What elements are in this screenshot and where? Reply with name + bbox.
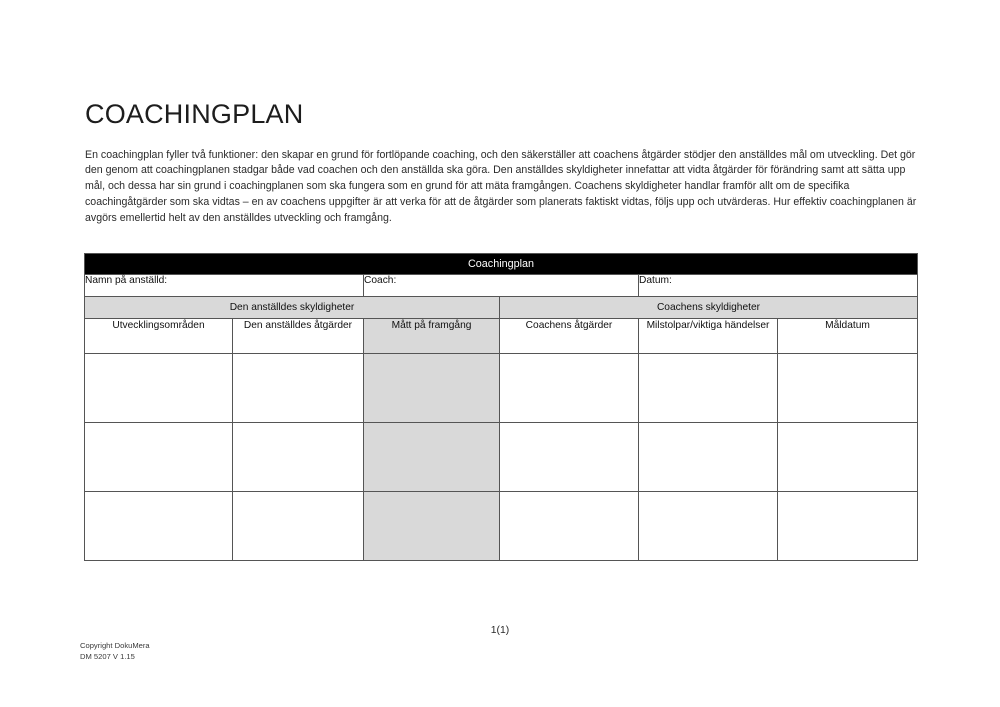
table-banner-row [85,254,918,275]
coaching-plan-table [84,253,918,561]
cell-maldatum[interactable] [778,492,918,561]
column-header-matt-pa-framgang: Mått på framgång [364,319,500,354]
cell-maldatum[interactable] [778,354,918,423]
table-row [85,354,918,423]
cell-den-anstalldes-atgarder[interactable] [233,423,364,492]
field-coach[interactable]: Coach: [364,275,639,297]
page-number: 1(1) [490,625,510,636]
table-section-row [85,297,918,319]
cell-den-anstalldes-atgarder[interactable] [233,492,364,561]
page-title: COACHINGPLAN [85,99,304,130]
section-header-coach: Coachens skyldigheter [500,297,918,319]
cell-milstolpar-viktiga-handelser[interactable] [639,354,778,423]
cell-milstolpar-viktiga-handelser[interactable] [639,423,778,492]
cell-coachens-atgarder[interactable] [500,354,639,423]
cell-matt-pa-framgang[interactable] [364,492,500,561]
table-row [85,423,918,492]
footer-copyright: Copyright DokuMera [80,641,150,650]
column-header-milstolpar-viktiga-handelser: Milstolpar/viktiga händelser [639,319,778,354]
footer-meta [80,641,150,662]
column-header-maldatum: Måldatum [778,319,918,354]
cell-coachens-atgarder[interactable] [500,423,639,492]
footer-doc-ref: DM 5207 V 1.15 [80,651,135,661]
coaching-plan-table-wrapper [84,253,917,561]
cell-utvecklingsomraden[interactable] [85,354,233,423]
intro-paragraph: En coachingplan fyller två funktioner: den skapar en grund för fortlöpande coaching, och den säkerställer att coachens åtgärder stödjer den anställdes mål om utveckling. Det gör den genom att coachingplanen stadgar både vad coachen och den anställda ska göra. Den anställdes skyldigheter innefattar att vidta åtgärder för förändring samt att sätta upp mål, och dessa har sin grund i coachingplanen som ska fungera som en grund för att mäta framgången. Coachens skyldigheter handlar framför allt om de specifika coachingåtgärder som ska vidtas – en av coachens uppgifter är att verka för att de åtgärder som planerats faktiskt vidtas, följs upp och utvärderas. Hur effektiv coachingplanen är avgörs emellertid helt av den anställdes utveckling och framgång. [85,148,917,224]
cell-milstolpar-viktiga-handelser[interactable] [639,492,778,561]
cell-maldatum[interactable] [778,423,918,492]
table-info-row [85,275,918,297]
column-header-coachens-atgarder: Coachens åtgärder [500,319,639,354]
cell-utvecklingsomraden[interactable] [85,423,233,492]
cell-matt-pa-framgang[interactable] [364,423,500,492]
cell-utvecklingsomraden[interactable] [85,492,233,561]
table-row [85,492,918,561]
section-header-employee: Den anställdes skyldigheter [85,297,500,319]
table-column-header-row [85,319,918,354]
table-banner-title: Coachingplan [85,254,918,275]
cell-coachens-atgarder[interactable] [500,492,639,561]
cell-matt-pa-framgang[interactable] [364,354,500,423]
field-date[interactable]: Datum: [639,275,918,297]
column-header-den-anstalldes-atgarder: Den anställdes åtgärder [233,319,364,354]
column-header-utvecklingsomraden: Utvecklingsområden [85,319,233,354]
field-employee-name[interactable]: Namn på anställd: [85,275,364,297]
cell-den-anstalldes-atgarder[interactable] [233,354,364,423]
